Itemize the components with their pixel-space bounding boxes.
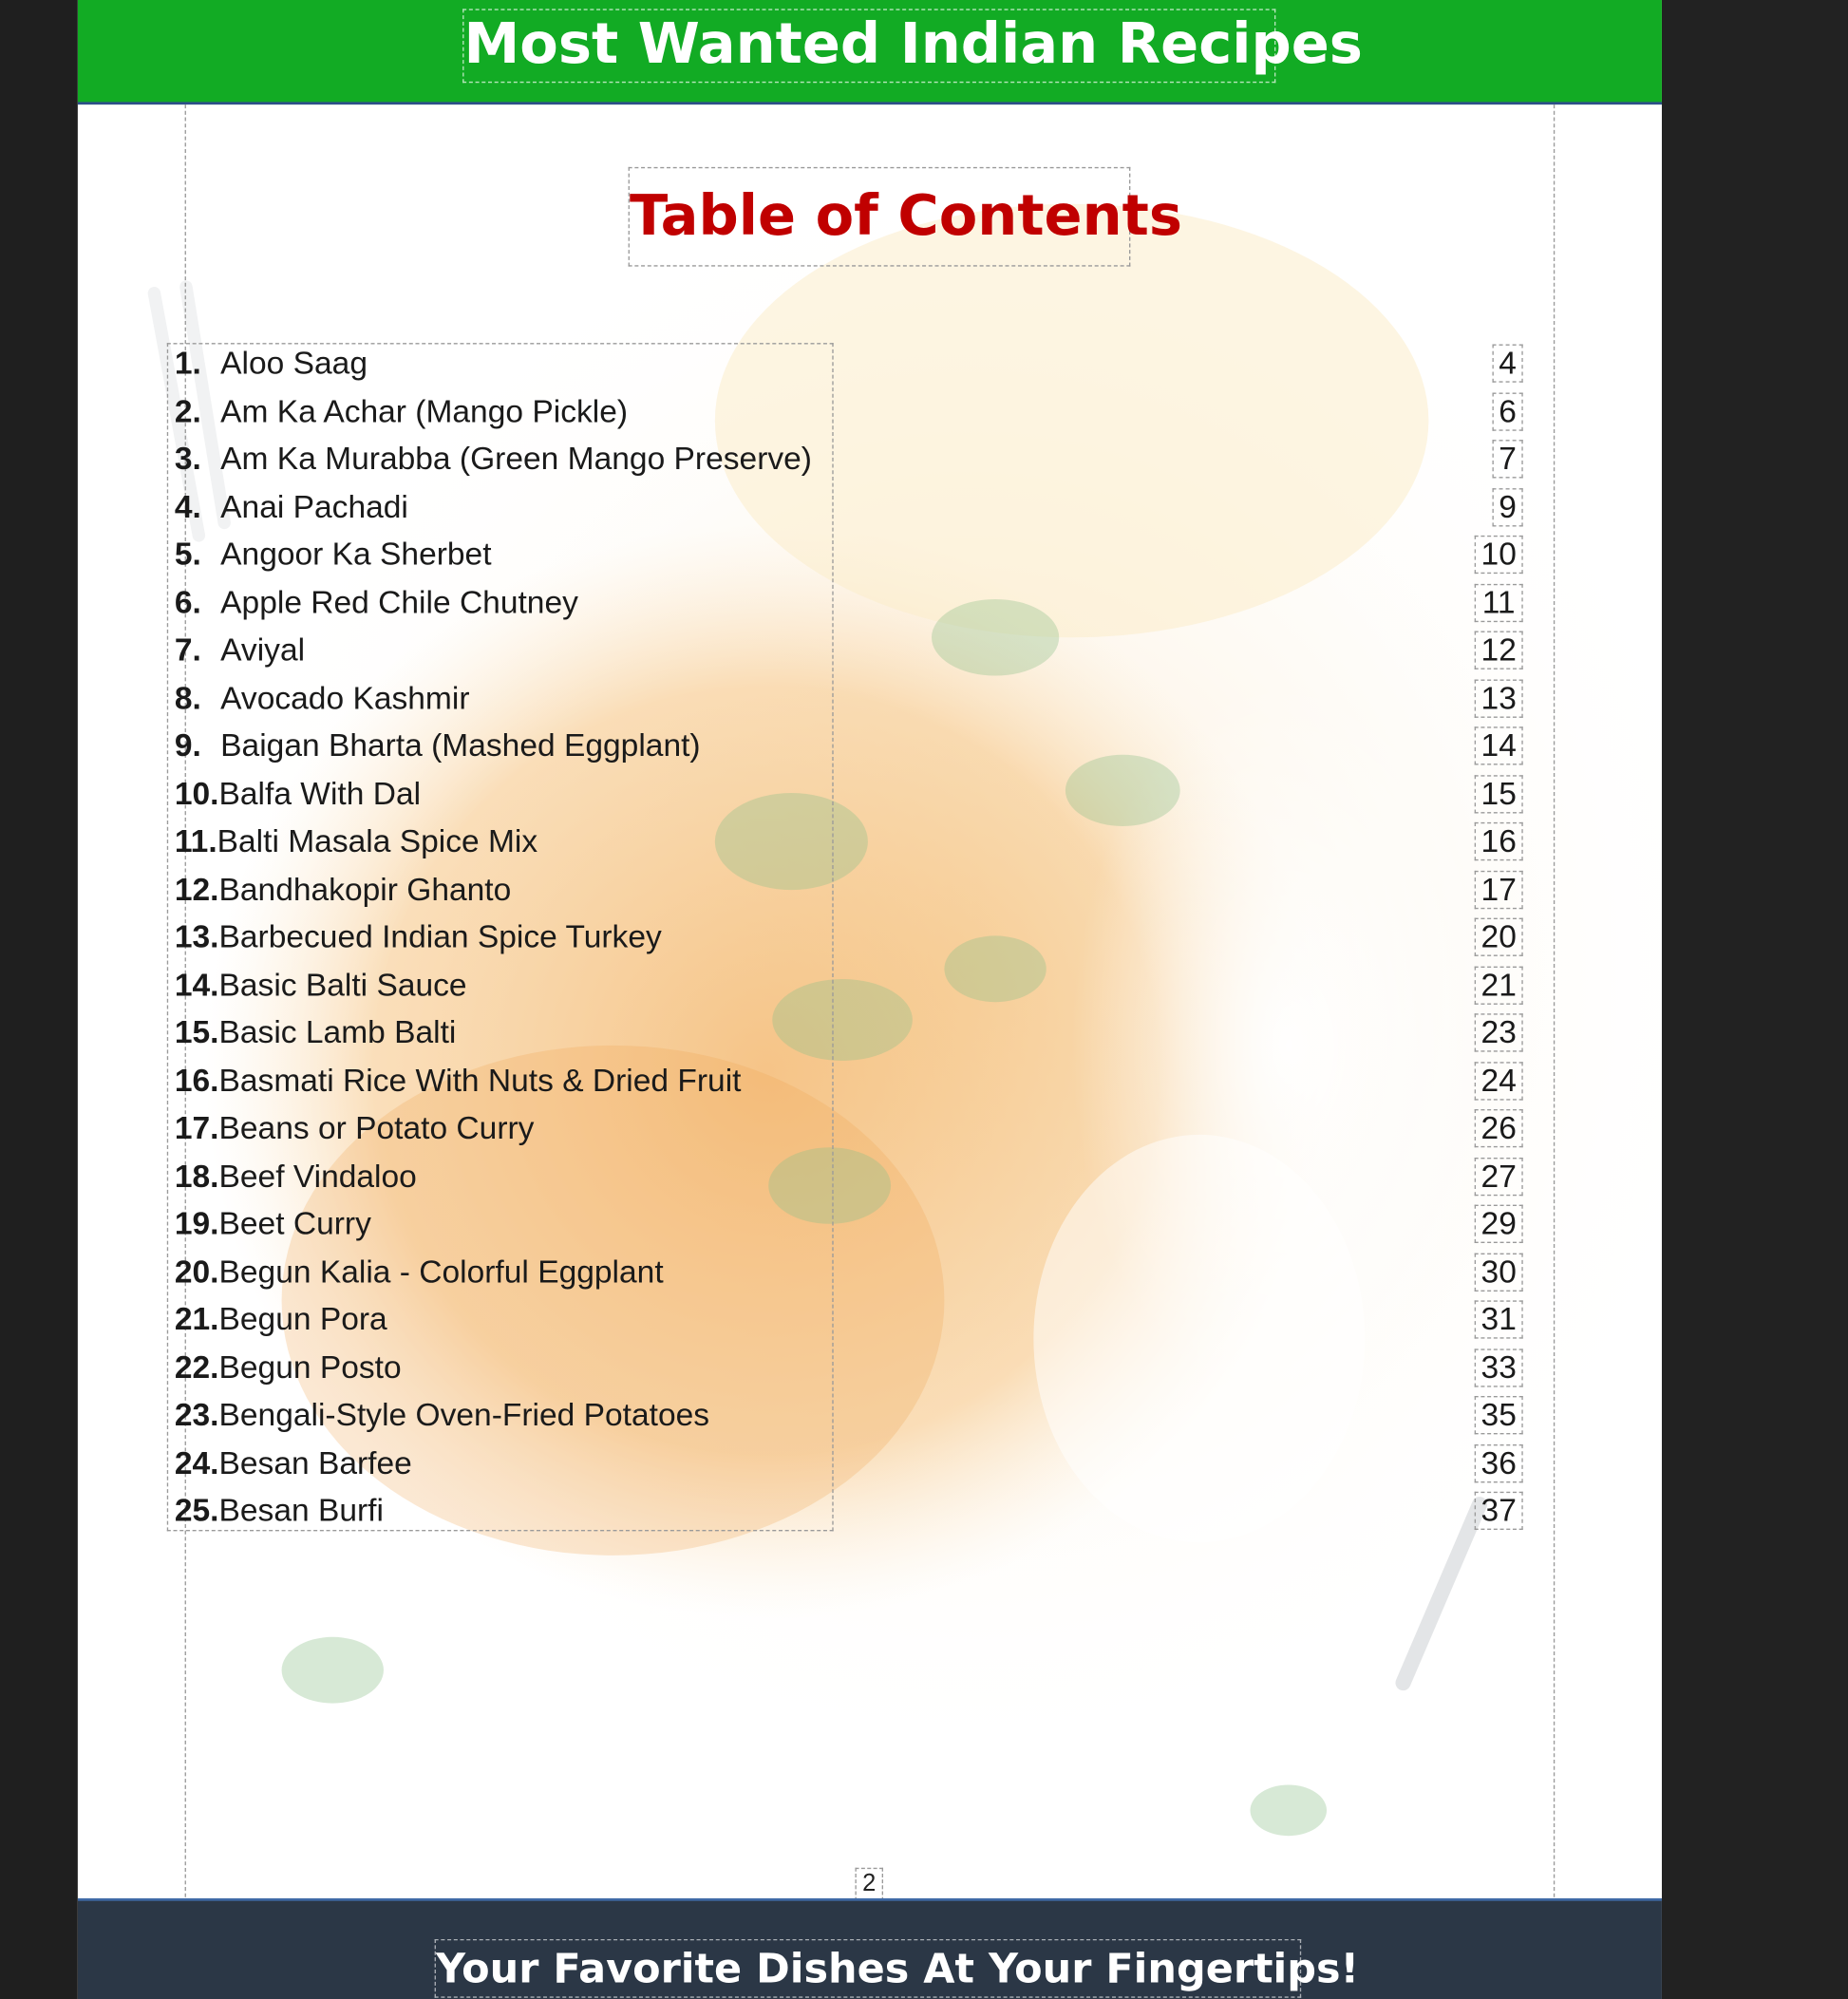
toc-entry[interactable]	[175, 1296, 1526, 1342]
toc-entry[interactable]	[175, 962, 1526, 1008]
toc-entry-number: 25.	[174, 1493, 219, 1529]
toc-entry[interactable]	[175, 532, 1526, 577]
toc-entry-number: 18.	[174, 1158, 219, 1195]
toc-entry-title: Besan Burfi	[218, 1493, 384, 1529]
right-margin-guide	[1554, 104, 1555, 1999]
toc-entry-number: 14.	[174, 967, 219, 1003]
toc-entry[interactable]	[175, 771, 1526, 817]
toc-entry-page: 6	[1492, 392, 1522, 430]
toc-entry[interactable]	[175, 388, 1526, 434]
toc-entry-title: Basmati Rice With Nuts & Dried Fruit	[218, 1062, 742, 1099]
toc-entry-page: 7	[1492, 440, 1522, 478]
toc-entry[interactable]	[175, 915, 1526, 960]
toc-entry[interactable]	[175, 579, 1526, 625]
toc-entry[interactable]	[175, 1105, 1526, 1151]
toc-entry-number: 12.	[174, 871, 219, 908]
toc-entry-number: 10.	[174, 775, 219, 812]
toc-entry-title: Balfa With Dal	[218, 775, 422, 812]
page-number[interactable]: 2	[855, 1868, 883, 1901]
toc-entry-title: Besan Barfee	[218, 1444, 412, 1481]
toc-entry-page: 37	[1475, 1492, 1523, 1530]
toc-entry-page: 23	[1475, 1013, 1523, 1051]
toc-entry-title: Am Ka Achar (Mango Pickle)	[220, 393, 629, 429]
toc-entry-number: 13.	[174, 918, 219, 955]
footer-text[interactable]: Your Favorite Dishes At Your Fingertips!	[435, 1939, 1302, 1998]
toc-entry-number: 21.	[174, 1301, 219, 1338]
toc-entry-number: 9.	[174, 727, 201, 764]
toc-entry-page: 13	[1475, 679, 1523, 717]
toc-entry-page: 15	[1475, 775, 1523, 813]
footer-band	[78, 1898, 1662, 1999]
toc-entry-title: Barbecued Indian Spice Turkey	[218, 918, 662, 955]
toc-entry-title: Anai Pachadi	[220, 488, 408, 525]
toc-entry-number: 4.	[174, 488, 201, 525]
document-page[interactable]	[78, 0, 1662, 1999]
toc-entry-page: 21	[1475, 966, 1523, 1004]
toc-entry-number: 19.	[174, 1206, 219, 1242]
toc-entry-title: Beef Vindaloo	[218, 1158, 417, 1195]
toc-entry-page: 10	[1475, 536, 1523, 574]
header-title[interactable]: Most Wanted Indian Recipes	[462, 9, 1275, 83]
toc-entry-page: 35	[1475, 1396, 1523, 1434]
toc-entry-number: 20.	[174, 1254, 219, 1290]
toc-entry-title: Angoor Ka Sherbet	[220, 537, 492, 573]
toc-entry-title: Begun Kalia - Colorful Eggplant	[218, 1254, 664, 1290]
toc-entry-page: 9	[1492, 488, 1522, 526]
toc-entry-page: 29	[1475, 1205, 1523, 1243]
toc-entry-title: Beans or Potato Curry	[218, 1110, 535, 1146]
toc-entry-page: 27	[1475, 1157, 1523, 1195]
toc-entry-number: 22.	[174, 1349, 219, 1386]
toc-entry-page: 14	[1475, 726, 1523, 764]
toc-entry-page: 33	[1475, 1348, 1523, 1386]
toc-entry-title: Basic Balti Sauce	[218, 967, 467, 1003]
toc-entry-number: 3.	[174, 441, 201, 478]
toc-entry-title: Apple Red Chile Chutney	[220, 584, 578, 621]
toc-entry-number: 2.	[174, 393, 201, 429]
toc-entry[interactable]	[175, 1249, 1526, 1294]
toc-entry[interactable]	[175, 1153, 1526, 1198]
toc-entry-number: 23.	[174, 1397, 219, 1433]
toc-entry-number: 11.	[174, 823, 217, 859]
toc-entry-title: Am Ka Murabba (Green Mango Preserve)	[220, 441, 812, 478]
toc-entry[interactable]	[175, 340, 1526, 386]
toc-entry-page: 16	[1475, 822, 1523, 860]
toc-entry-number: 1.	[174, 345, 201, 382]
toc-entry-number: 8.	[174, 680, 201, 716]
editor-side-panel	[1662, 0, 1848, 1999]
toc-entry[interactable]	[175, 1201, 1526, 1247]
toc-entry-title: Bengali-Style Oven-Fried Potatoes	[218, 1397, 710, 1433]
header-band	[78, 0, 1662, 104]
toc-entry-number: 16.	[174, 1062, 219, 1099]
toc-entry[interactable]	[175, 436, 1526, 481]
toc-entry-page: 30	[1475, 1253, 1523, 1291]
toc-entry[interactable]	[175, 1058, 1526, 1103]
toc-entry[interactable]	[175, 628, 1526, 673]
toc-entry[interactable]	[175, 675, 1526, 721]
toc-entry-page: 31	[1475, 1300, 1523, 1338]
toc-entry-title: Beet Curry	[218, 1206, 371, 1242]
toc-entry-title: Begun Posto	[218, 1349, 402, 1386]
toc-entry-title: Aviyal	[220, 632, 306, 669]
toc-entry-page: 36	[1475, 1443, 1523, 1481]
toc-entry[interactable]	[175, 483, 1526, 529]
toc-entry-number: 7.	[174, 632, 201, 669]
toc-entry-title: Baigan Bharta (Mashed Eggplant)	[220, 727, 701, 764]
toc-entry-title: Begun Pora	[218, 1301, 387, 1338]
toc-entry-title: Avocado Kashmir	[220, 680, 470, 716]
toc-entry-page: 12	[1475, 632, 1523, 669]
toc-entry-page: 26	[1475, 1109, 1523, 1147]
toc-entry[interactable]	[175, 723, 1526, 768]
toc-entry-page: 17	[1475, 870, 1523, 908]
toc-entry[interactable]	[175, 1009, 1526, 1055]
toc-entry-number: 24.	[174, 1444, 219, 1481]
toc-entry[interactable]	[175, 1345, 1526, 1390]
toc-entry-number: 17.	[174, 1110, 219, 1146]
toc-entry-title: Bandhakopir Ghanto	[218, 871, 512, 908]
toc-entry[interactable]	[175, 866, 1526, 912]
toc-entry-page: 4	[1492, 344, 1522, 382]
toc-entry-number: 15.	[174, 1014, 219, 1051]
toc-entry[interactable]	[175, 1488, 1526, 1534]
toc-entry-page: 20	[1475, 918, 1523, 956]
toc-entry-title: Aloo Saag	[220, 345, 368, 382]
toc-entry[interactable]	[175, 1440, 1526, 1485]
toc-entry-page: 24	[1475, 1062, 1523, 1100]
toc-entry-number: 5.	[174, 537, 201, 573]
toc-entry[interactable]	[175, 819, 1526, 864]
toc-title[interactable]: Table of Contents	[629, 167, 1131, 267]
toc-entry-title: Basic Lamb Balti	[218, 1014, 457, 1051]
toc-entry-page: 11	[1475, 583, 1523, 621]
toc-entry[interactable]	[175, 1392, 1526, 1438]
toc-entry-title: Balti Masala Spice Mix	[217, 823, 538, 859]
toc-entry-number: 6.	[174, 584, 201, 621]
